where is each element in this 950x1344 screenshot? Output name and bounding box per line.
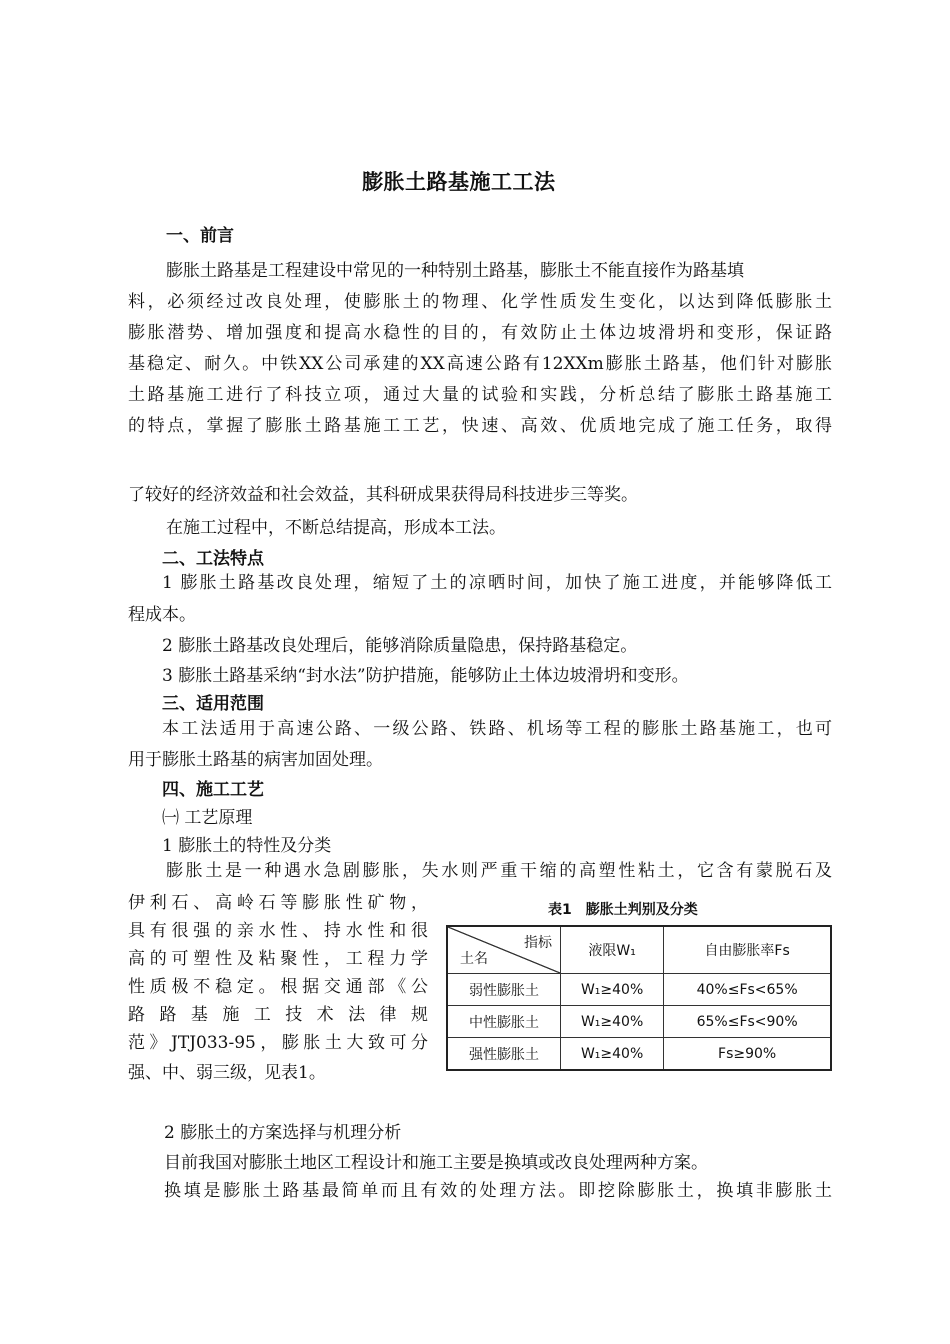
corner-label-soil: 土名 bbox=[460, 951, 488, 967]
section-heading-preface: 一、前言 bbox=[166, 226, 234, 246]
corner-label-index: 指标 bbox=[524, 935, 552, 951]
table-header-liquid-limit: 液限W₁ bbox=[561, 926, 664, 974]
table-cell-soil-name: 弱性膨胀土 bbox=[447, 974, 561, 1006]
paragraph-line: 强、中、弱三级，见表1。 bbox=[128, 1063, 326, 1083]
table-cell-soil-name: 强性膨胀土 bbox=[447, 1038, 561, 1071]
table-cell-liquid-limit: W₁≥40% bbox=[561, 1006, 664, 1038]
paragraph-line: 膨胀土路基是工程建设中常见的一种特别土路基，膨胀土不能直接作为路基填 bbox=[166, 261, 744, 281]
table-cell-free-swell: Fs≥90% bbox=[664, 1038, 831, 1071]
table-row bbox=[447, 1006, 831, 1038]
table-cell-liquid-limit: W₁≥40% bbox=[561, 974, 664, 1006]
paragraph-line: 范》JTJ033-95，膨胀土大致可分 bbox=[128, 1033, 428, 1053]
subheading: 1 膨胀土的特性及分类 bbox=[162, 836, 332, 856]
paragraph-line: 高的可塑性及粘聚性，工程力学 bbox=[128, 949, 428, 969]
paragraph-line: 膨胀土是一种遇水急剧膨胀，失水则严重干缩的高塑性粘土，它含有蒙脱石及 bbox=[166, 861, 832, 881]
paragraph-line: 性质极不稳定。根据交通部《公 bbox=[128, 977, 428, 997]
subheading: 2 膨胀土的方案选择与机理分析 bbox=[164, 1123, 402, 1143]
table-header-free-swell: 自由膨胀率Fs bbox=[664, 926, 831, 974]
table-corner-cell bbox=[447, 926, 561, 974]
section-heading-scope: 三、适用范围 bbox=[162, 694, 264, 714]
table-cell-free-swell: 65%≤Fs<90% bbox=[664, 1006, 831, 1038]
paragraph: 目前我国对膨胀土地区工程设计和施工主要是换填或改良处理两种方案。 bbox=[164, 1153, 708, 1173]
paragraph-line: 路路基施工技术法律规 bbox=[128, 1005, 428, 1025]
paragraph-line: 具有很强的亲水性、持水性和很 bbox=[128, 921, 428, 941]
paragraph-line: 了较好的经济效益和社会效益，其科研成果获得局科技进步三等奖。 bbox=[128, 485, 638, 505]
paragraph-line: 用于膨胀土路基的病害加固处理。 bbox=[128, 750, 383, 770]
paragraph-line: 基稳定、耐久。中铁XX公司承建的XX高速公路有12XXm膨胀土路基，他们针对膨胀 bbox=[128, 354, 832, 374]
table-cell-free-swell: 40%≤Fs<65% bbox=[664, 974, 831, 1006]
table-caption: 表1 膨胀土判别及分类 bbox=[548, 902, 698, 918]
list-item: 2 膨胀土路基改良处理后，能够消除质量隐患，保持路基稳定。 bbox=[162, 636, 638, 656]
paragraph: 在施工过程中，不断总结提高，形成本工法。 bbox=[166, 518, 506, 538]
subheading: ㈠ 工艺原理 bbox=[162, 808, 253, 828]
document-title: 膨胀土路基施工工法 bbox=[362, 170, 556, 194]
paragraph-line: 换填是膨胀土路基最简单而且有效的处理方法。即挖除膨胀土，换填非膨胀土 bbox=[164, 1181, 832, 1201]
paragraph-line: 伊利石、高岭石等膨胀性矿物， bbox=[128, 893, 428, 913]
list-item: 3 膨胀土路基采纳“封水法”防护措施，能够防止土体边坡滑坍和变形。 bbox=[162, 666, 689, 686]
paragraph-line: 的特点，掌握了膨胀土路基施工工艺，快速、高效、优质地完成了施工任务，取得 bbox=[128, 416, 832, 436]
paragraph-line: 膨胀潜势、增加强度和提高水稳性的目的，有效防止土体边坡滑坍和变形，保证路 bbox=[128, 323, 832, 343]
table-row bbox=[447, 1038, 831, 1071]
paragraph-line: 料，必须经过改良处理，使膨胀土的物理、化学性质发生变化，以达到降低膨胀土 bbox=[128, 292, 832, 312]
paragraph-line: 本工法适用于高速公路、一级公路、铁路、机场等工程的膨胀土路基施工，也可 bbox=[162, 719, 832, 739]
classification-table bbox=[446, 925, 832, 1071]
list-item-continued: 程成本。 bbox=[128, 605, 196, 625]
section-heading-features: 二、工法特点 bbox=[162, 549, 264, 569]
table-cell-soil-name: 中性膨胀土 bbox=[447, 1006, 561, 1038]
list-item: 1 膨胀土路基改良处理，缩短了土的凉晒时间，加快了施工进度，并能够降低工 bbox=[162, 573, 832, 593]
paragraph-line: 土路基施工进行了科技立项，通过大量的试验和实践，分析总结了膨胀土路基施工 bbox=[128, 385, 832, 405]
table-cell-liquid-limit: W₁≥40% bbox=[561, 1038, 664, 1071]
table-row bbox=[447, 974, 831, 1006]
section-heading-process: 四、施工工艺 bbox=[162, 780, 264, 800]
